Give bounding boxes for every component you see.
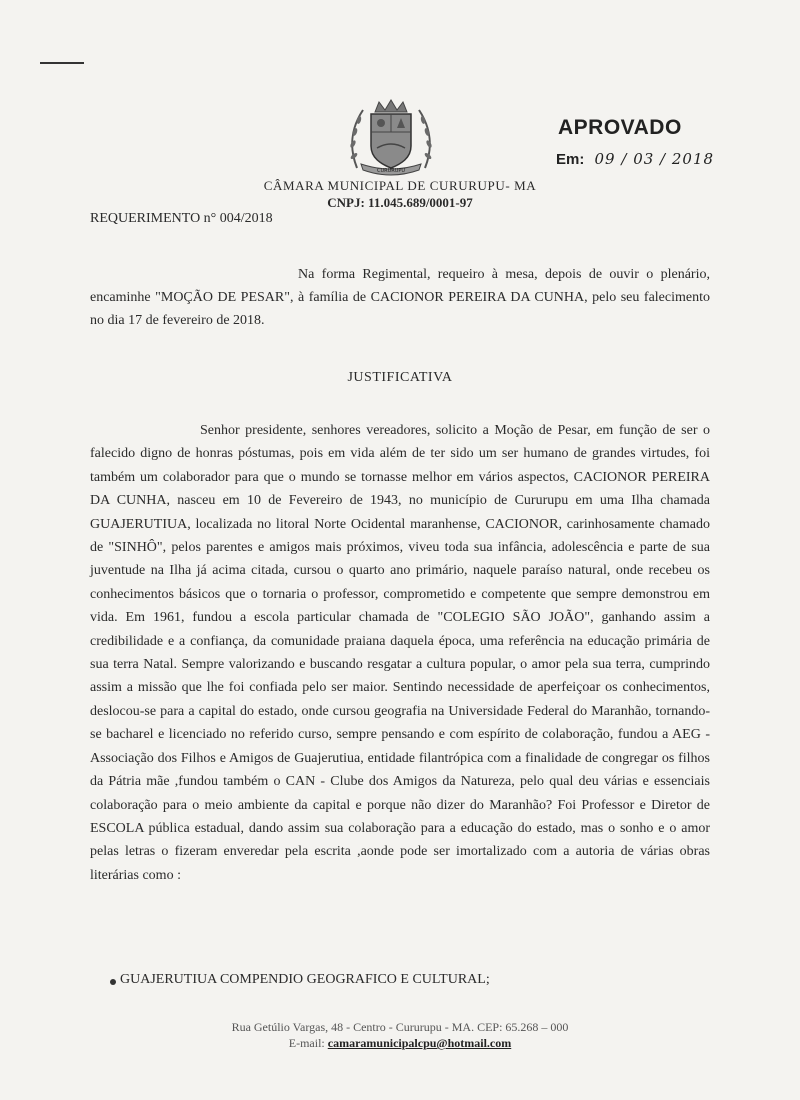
- request-number: REQUERIMENTO n° 004/2018: [90, 211, 273, 226]
- municipal-crest-icon: [345, 98, 437, 178]
- approval-date-row: [556, 150, 756, 168]
- list-item: [90, 972, 710, 988]
- footer-email-link[interactable]: camaramunicipalcpu@hotmail.com: [327, 1036, 512, 1050]
- approval-date-label: Em:: [556, 151, 585, 168]
- page-edge-mark: [40, 62, 84, 64]
- footer-email-label: E-mail:: [288, 1036, 325, 1050]
- request-intro-paragraph: Na forma Regimental, requeiro à mesa, depois de ouvir o plenário, encaminhe "MOÇÃO DE PESAR", à família de CACIONOR PEREIRA DA CUNHA, pelo seu falecimento no dia 17 de fevereiro de 2018.: [90, 267, 710, 328]
- organization-cnpj: CNPJ: 11.045.689/0001-97: [327, 195, 473, 210]
- section-title-justification: JUSTIFICATIVA: [347, 370, 453, 385]
- footer-email-row: [0, 1035, 800, 1051]
- crest-motto: CURURUPU: [376, 168, 406, 174]
- bullet-icon: [110, 979, 116, 985]
- literary-work-title: GUAJERUTIUA COMPENDIO GEOGRAFICO E CULTURAL;: [120, 972, 490, 987]
- justification-paragraph: Senhor presidente, senhores vereadores, solicito a Moção de Pesar, em função de ser o falecido digno de honras póstumas, pois em vida além de ter sido um ser humano de grandes virtudes, foi também um colaborador para que o mundo se tornasse melhor em vários aspectos, CACIONOR PEREIRA DA CUNHA, nasceu em 10 de Fevereiro de 1943, no município de Cururupu em uma Ilha chamada GUAJERUTIUA, localizada no litoral Norte Ocidental maranhense, CACIONOR, carinhosamente chamado de "SINHÔ", pelos parentes e amigos mais próximos, viveu toda sua infância, adolescência e parte de sua juventude na Ilha já acima citada, cursou o quarto ano primário, naquele paraíso natural, onde recebeu os conhecimentos básicos que o tornaria o professor, comprometido e competente que sempre demonstrou em vida. Em 1961, fundou a escola particular chamada de "COLEGIO SÃO JOÃO", ganhando assim a credibilidade e a confiança, da comunidade praiana daquela época, uma referência na educação primária de sua terra Natal. Sempre valorizando e buscando resgatar a cultura popular, o amor pela sua terra, cumprindo assim a missão que lhe foi confiada pelo ser maior. Sentindo necessidade de aperfeiçoar os conhecimentos, deslocou-se para a capital do estado, onde cursou geografia na Universidade Federal do Maranhão, tornando-se bacharel e licenciado no referido curso, sempre pensando e com espírito de colaboração, fundou a AEG - Associação dos Filhos e Amigos de Guajerutiua, entidade filantrópica com a finalidade de congregar os filhos da Pátria mãe ,fundou também o CAN - Clube dos Amigos da Natureza, pelo qual deu várias e essenciais colaboração para o meio ambiente da capital e porque não dizer do Maranhão? Foi Professor e Diretor de ESCOLA pública estadual, dando assim sua colaboração para a educação do estado, mas o sonho e o amor pelas letras o fizeram enveredar pela escrita ,aonde pode ser imortalizado com a autoria de várias obras literárias como :: [90, 423, 710, 883]
- organization-header: [200, 176, 600, 211]
- approval-date-value: 09 / 03 / 2018: [594, 150, 715, 168]
- approval-title: APROVADO: [558, 116, 682, 139]
- approval-stamp: [556, 116, 756, 168]
- page-footer: [0, 1019, 800, 1051]
- footer-address: Rua Getúlio Vargas, 48 - Centro - Cururupu - MA. CEP: 65.268 – 000: [231, 1020, 569, 1034]
- organization-name: CÂMARA MUNICIPAL DE CURURUPU- MA: [263, 178, 537, 193]
- literary-works-list: [90, 972, 710, 988]
